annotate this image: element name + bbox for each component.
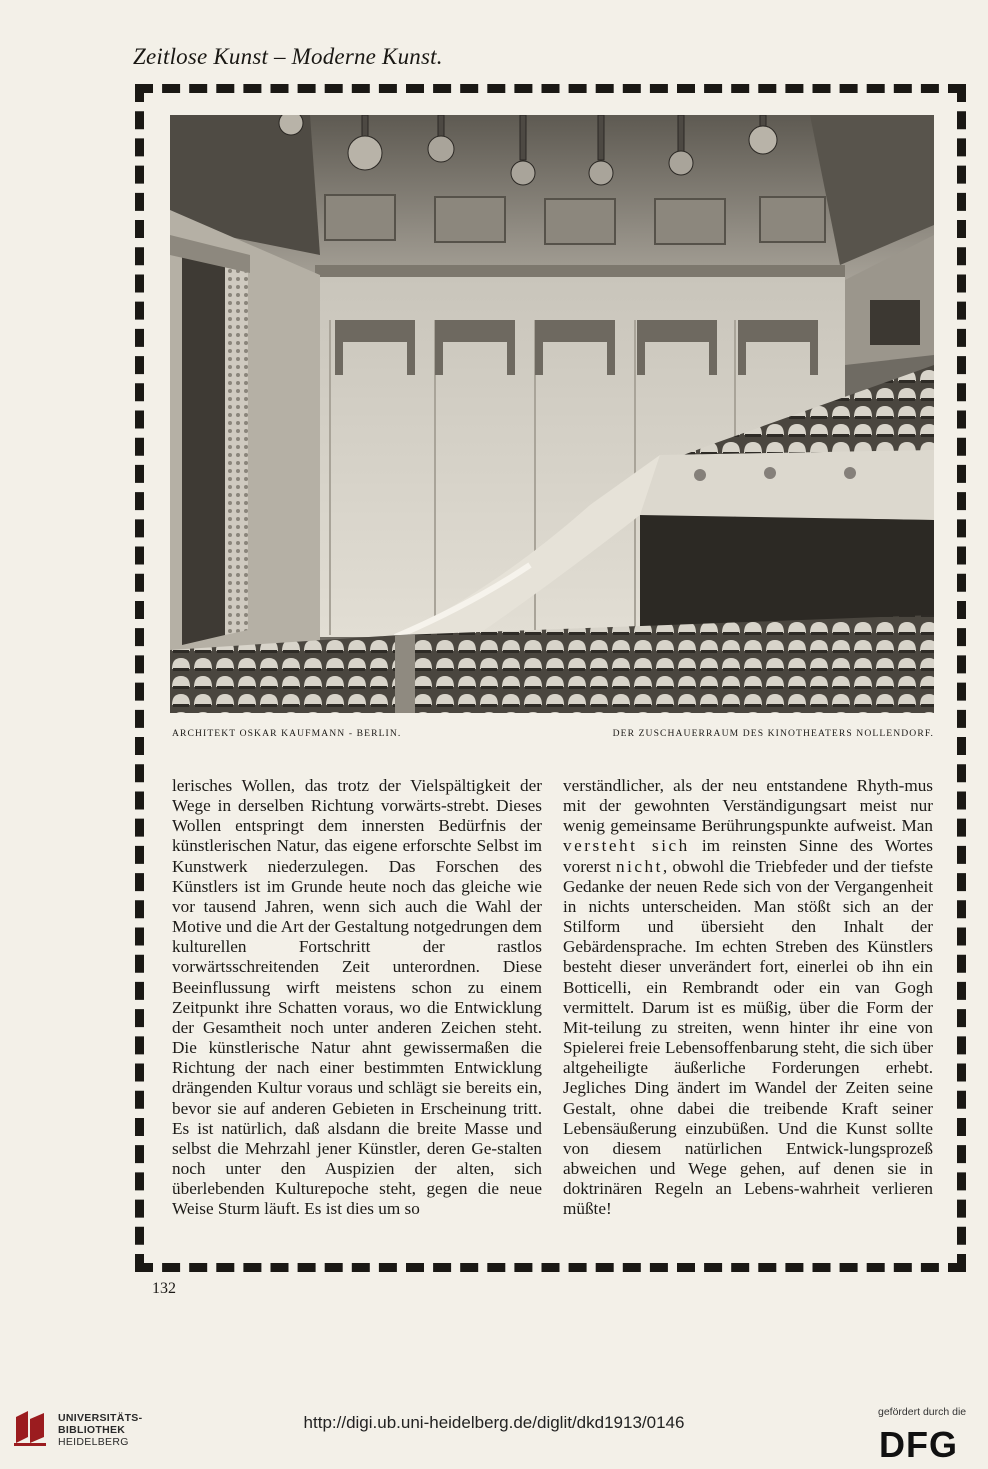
paragraph-right <box>563 776 933 1219</box>
auditorium-illustration <box>170 115 934 713</box>
paragraph-left: lerisches Wollen, das trotz der Vielspältigkeit der Wege in derselben Richtung vorwärts-strebt. Dieses Wollen entspringt dem innersten Bedürfnis der künstlerischen Natur, das eigene erforschte Selbst im Kunstwerk niederzulegen. Das Forschen des Künstlers ist im Grunde heute noch das gleiche wie vor tausend Jahren, wenn sich auch die Wahl der Motive und die Art der Gestaltung notgedrungen dem kulturellen Fortschritt der rastlos vorwärtsschreitenden Zeit unterordnen. Diese Beeinflussung wirft meistens schon zu einem Zeitpunkt ihre Schatten voraus, wo die Entwicklung der Gesamtheit noch unter anderen Zeichen steht. Die künstlerische Natur ahnt gewissermaßen die Richtung der nach einer bestimmten Entwicklung drängenden Kultur voraus und schlägt sie bereits ein, bevor sie auf anderen Gebieten in Erscheinung tritt. Es ist natürlich, daß alsdann die breite Masse und selbst die Mehrzahl jener Künstler, deren Ge-stalten noch unter den Auspizien der alten, sich überlebenden Kulturepoche steht, gegen die neue Weise Sturm läuft. Es ist dies um so <box>172 776 542 1219</box>
text-column-left <box>172 776 542 1219</box>
funding-note: gefördert durch die <box>878 1406 967 1418</box>
text-column-right <box>563 776 933 1219</box>
text-segment: im reinsten Sinne des Wortes vorerst <box>563 836 933 876</box>
running-title: Zeitlose Kunst – Moderne Kunst. <box>133 44 443 69</box>
library-line: UNIVERSITÄTS- <box>58 1412 143 1424</box>
source-url-link[interactable]: http://digi.ub.uni-heidelberg.de/diglit/dkd1913/0146 <box>303 1413 685 1432</box>
library-line: BIBLIOTHEK <box>58 1424 126 1436</box>
emphasis-spaced: nicht <box>616 856 663 876</box>
text-segment: , obwohl die Triebfeder und der tiefste Gedanke der neuen Rede sich von der Vergangenheit in nichts unterscheiden. Man stößt sich an der Stilform und übersieht den Inhalt der Gebärdensprache. Im echten Streben des Künstlers besteht dieser unverändert fort, einerlei ob ihn ein Botticelli, ein Rembrandt oder ein van Gogh vermittelt. Darum ist es müßig, über die Form der Mit-teilung zu streiten, wenn hinter ihr eine von Spielerei freie Lebensoffenbarung steht, die sich über altgeheiligte äußerliche Forderungen erhebt. Jegliches Ding ändert im Wandel der Zeiten seine Gestalt, ohne dabei die treibende Kraft seiner Lebensäußerung einzubüßen. Und die Kunst sollte von diesem natürlichen Entwick-lungsprozeß abweichen und Wege gehen, auf denen sie in doktrinären Regeln an Lebens-wahrheit verlieren müßte! <box>563 856 933 1219</box>
caption-architect: ARCHITEKT OSKAR KAUFMANN - BERLIN. <box>172 728 402 739</box>
page-number: 132 <box>152 1280 176 1297</box>
emphasis-spaced: versteht sich <box>563 836 690 856</box>
caption-title: DER ZUSCHAUERRAUM DES KINOTHEATERS NOLLENDORF. <box>612 728 934 739</box>
text-segment: verständlicher, als der neu entstandene Rhyth-mus mit der gewohnten Verständigungsart meist nur wenig gemeinsame Berührungspunkte aufweist. Man <box>563 776 933 836</box>
dfg-logo: DFG <box>879 1424 958 1465</box>
library-line: HEIDELBERG <box>58 1436 129 1448</box>
auditorium-photo <box>170 115 934 713</box>
